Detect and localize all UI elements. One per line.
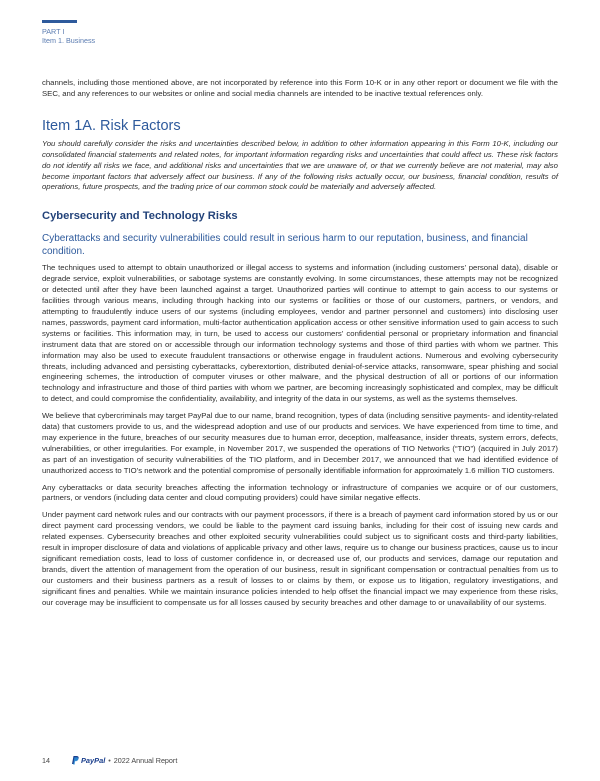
report-title: 2022 Annual Report bbox=[113, 756, 178, 765]
body-paragraph: Under payment card network rules and our contracts with our payment processors, if there is a breach of payment card information stored by us or our direct payment card processing vendors, we could be liable to the payment card issuing banks, including for their cost of issuing new cards and related expenses. Cybersecurity breaches and other exploited security vulnerabilities could subject us to significant costs and third-party liabilities, result in improper disclosure of data and violations of applicable privacy and other laws, require us to change our business practices, cause us to incur significant remediation costs, lead to loss of customer confidence in, or decreased use of, our products and services, damage our reputation and brands, divert the attention of management from the operation of our business, result in significant compensation or contractual penalties from us to our customers and their business partners as a result of losses to or claims by them, or expose us to litigation, regulatory investigations, and significant fines and penalties. While we maintain insurance policies intended to help offset the financial impact we may experience from these risks, our coverage may be insufficient to compensate us for all losses caused by security breaches and other damage to or unavailability of our systems. bbox=[42, 510, 558, 607]
body-paragraph: We believe that cybercriminals may target PayPal due to our name, brand recognition, types of data (including sensitive payments- and identity-related data) that customers provide to us, and the widespread adoption and use of our products and services. We have experienced from time to time, and may experience in the future, breaches of our security measures due to human error, deception, malfeasance, insider threats, system errors, defects, vulnerabilities, or other irregularities. For example, in November 2017, we suspended the operations of TIO Networks (“TIO”) (acquired in July 2017) as part of an investigation of security vulnerabilities of the TIO platform, and in December 2017, we announced that we had identified evidence of unauthorized access to TIO’s network and the potential compromise of personally identifiable information for approximately 1.6 million TIO customers. bbox=[42, 411, 558, 475]
footer-separator: • bbox=[108, 756, 111, 765]
header-part-label: PART I bbox=[42, 27, 65, 36]
risk-heading: Cyberattacks and security vulnerabilities could result in serious harm to our reputation, business, and financial condition. bbox=[42, 233, 528, 258]
paypal-logo bbox=[72, 756, 105, 765]
risk-factors-intro: You should carefully consider the risks and uncertainties described below, in addition to other information appearing in this Form 10-K, including our consolidated financial statements and related notes, for important information regarding risks and uncertainties that could affect us. These risk factors do not identify all risks we face, and additional risks and uncertainties that we are unaware of, or that we currently believe are not material, may also become important factors that adversely affect our business. If any of the following risks actually occur, our business, financial condition, results of operations, future prospects, and the trading price of our common stock could be materially and adversely affected. bbox=[42, 138, 558, 192]
brand-name: PayPal bbox=[81, 756, 106, 765]
subsection-title: Cybersecurity and Technology Risks bbox=[42, 210, 238, 223]
body-paragraph: Any cyberattacks or data security breaches affecting the information technology or infrastructure of companies we acquire or of our customers, partners, or vendors (including data center and cloud computing providers) could have similar negative effects. bbox=[42, 482, 558, 503]
header-accent-bar bbox=[42, 20, 77, 23]
page-footer bbox=[42, 756, 177, 765]
body-paragraph: The techniques used to attempt to obtain unauthorized or illegal access to systems and information (including customers’ personal data), disable or degrade service, exploit vulnerabilities, or sabotage systems are constantly evolving. In some circumstances, these attempts may not be recognized or detected until after they have been launched against a target. Unauthorized parties will continue to attempt to gain access to our systems or facilities through various means, including through hacking into our systems or facilities or those of our customers, partners, or vendors, and attempting to fraudulently induce users of our systems (including employees, vendor and partner personnel and customers) into disclosing user names, passwords, payment card information, multi-factor authentication application access or other sensitive information used to gain access to such systems or facilities. This information may, in turn, be used to access our customers’ confidential personal or proprietary information and financial instrument data that are stored on or accessible through our information technology systems and those of third parties with whom we partner. This information may also be used to execute fraudulent transactions or otherwise engage in fraudulent actions. Numerous and evolving cybersecurity threats, including advanced and persisting cyberattacks, cyberextortion, distributed denial-of-service attacks, ransomware, spear phishing and social engineering schemes, the introduction of computer viruses or other malware, and the physical destruction of all or portions of our information technology and infrastructure and those of third parties with whom we partner, are becoming increasingly sophisticated and complex, may be difficult to detect, and could compromise the confidentiality, availability, and integrity of the data in our systems, as well as the systems themselves. bbox=[42, 263, 558, 404]
document-body bbox=[42, 78, 558, 615]
header-item-label: Item 1. Business bbox=[42, 36, 96, 45]
paypal-p-icon bbox=[72, 756, 79, 765]
intro-paragraph: channels, including those mentioned above, are not incorporated by reference into this Form 10-K or in any other report or document we file with the SEC, and any references to our websites or online and social media channels are intended to be inactive textual references only. bbox=[42, 78, 558, 98]
page-number: 14 bbox=[42, 756, 50, 765]
section-title: Item 1A. Risk Factors bbox=[42, 117, 181, 134]
